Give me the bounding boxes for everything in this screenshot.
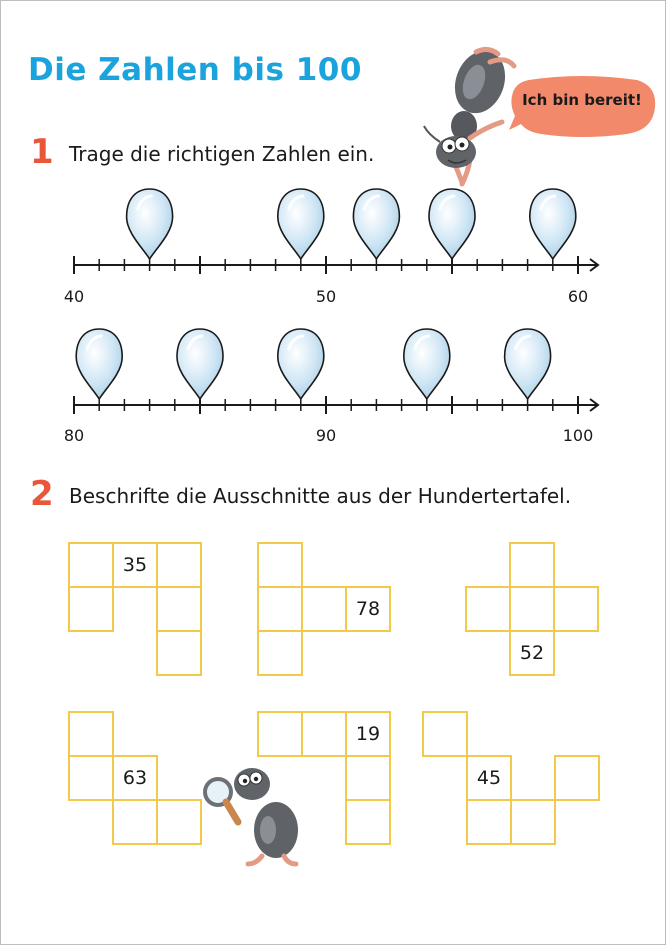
answer-cell[interactable] — [302, 712, 346, 756]
answer-cell[interactable] — [69, 543, 113, 587]
task2-number: 2 — [30, 474, 54, 514]
answer-cell[interactable] — [346, 800, 390, 844]
given-number: 35 — [122, 554, 148, 576]
tick-label: 80 — [63, 426, 85, 445]
tick-label: 100 — [562, 426, 594, 445]
task1-instruction: Trage die richtigen Zahlen ein. — [69, 142, 375, 166]
answer-cell[interactable] — [157, 587, 201, 631]
answer-cell[interactable] — [467, 800, 511, 844]
tick-label: 50 — [315, 287, 337, 306]
answer-cell[interactable] — [157, 543, 201, 587]
task1-number: 1 — [30, 132, 54, 172]
given-number: 19 — [355, 723, 381, 745]
answer-cell[interactable] — [69, 587, 113, 631]
given-number: 52 — [519, 642, 545, 664]
answer-cell[interactable] — [346, 756, 390, 800]
answer-cell[interactable] — [423, 712, 467, 756]
answer-cell[interactable] — [510, 587, 554, 631]
answer-cell[interactable] — [258, 712, 302, 756]
answer-cell[interactable] — [302, 587, 346, 631]
given-number: 63 — [122, 767, 148, 789]
given-number: 78 — [355, 598, 381, 620]
answer-cell[interactable] — [258, 587, 302, 631]
tick-label: 40 — [63, 287, 85, 306]
answer-cell[interactable] — [69, 712, 113, 756]
answer-cell[interactable] — [555, 756, 599, 800]
hundred-chart-puzzle — [423, 712, 599, 844]
answer-cell[interactable] — [258, 631, 302, 675]
answer-cell[interactable] — [466, 587, 510, 631]
answer-cell[interactable] — [258, 543, 302, 587]
tick-label: 90 — [315, 426, 337, 445]
given-number: 45 — [476, 767, 502, 789]
answer-cell[interactable] — [554, 587, 598, 631]
answer-cell[interactable] — [113, 800, 157, 844]
tick-label: 60 — [567, 287, 589, 306]
task2-instruction: Beschrifte die Ausschnitte aus der Hundertertafel. — [69, 484, 572, 508]
answer-cell[interactable] — [157, 800, 201, 844]
answer-cell[interactable] — [510, 543, 554, 587]
answer-cell[interactable] — [69, 756, 113, 800]
answer-cell[interactable] — [511, 800, 555, 844]
answer-cell[interactable] — [157, 631, 201, 675]
speech-bubble-text: Ich bin bereit! — [522, 91, 642, 109]
page-title: Die Zahlen bis 100 — [28, 52, 362, 88]
